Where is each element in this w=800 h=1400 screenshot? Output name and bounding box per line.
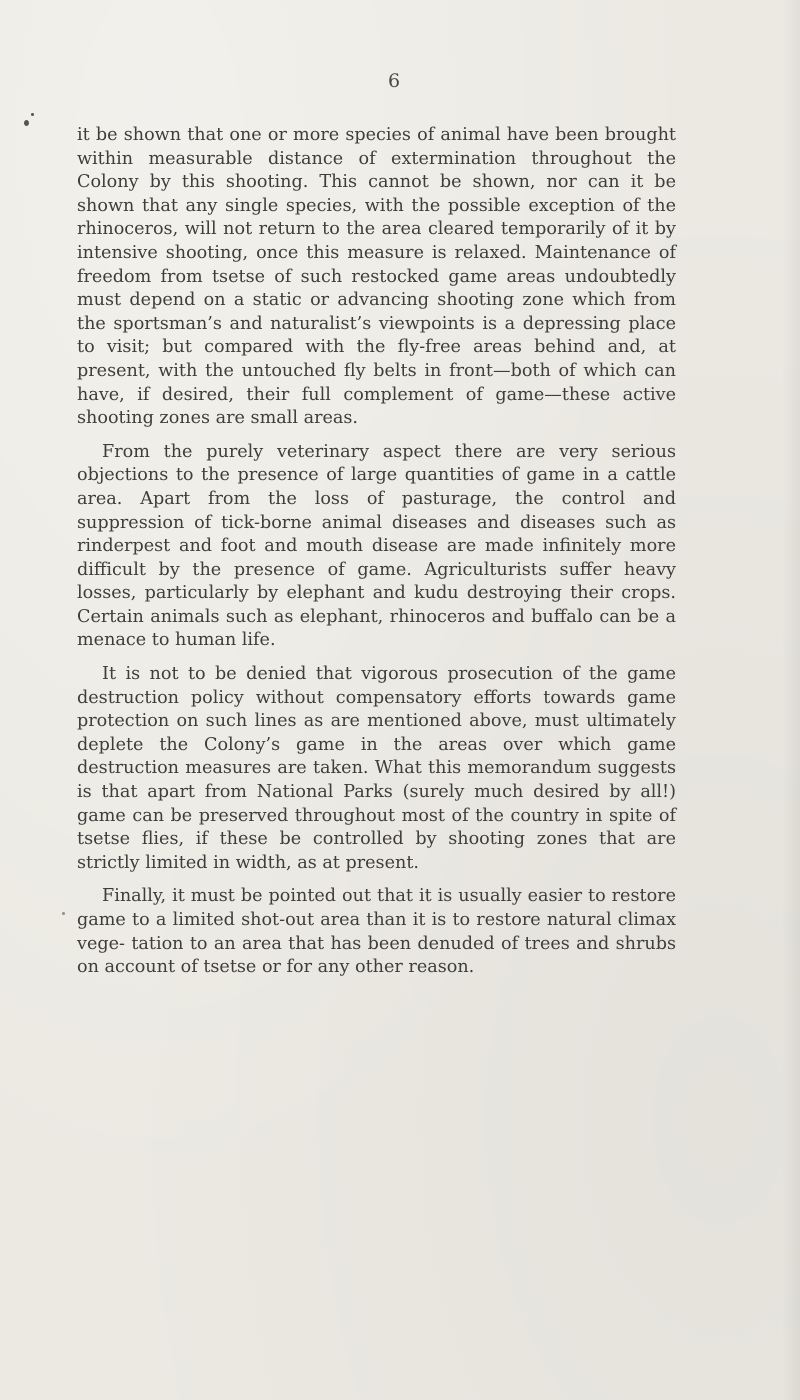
paragraph-3: It is not to be denied that vigorous prosecution of the game destruction policy without compensatory efforts towards game protection on such lines as are mentioned above, must ultimately deplete the Colony’s game in the areas over which game destruction measures are taken. What this memorandum suggests is that apart from National Parks (surely much desired by all!) game can be preserved throughout most of the country in spite of tsetse flies, if these be controlled by shooting zones that are strictly limited in width, as at present. [77,664,676,873]
paragraph-1: it be shown that one or more species of animal have been brought within measurable distance of extermination throughout the Colony by this shooting. This cannot be shown, nor can it be shown that any single species, with the possible exception of the rhinoceros, will not return to the area cleared temporarily of it by intensive shooting, once this measure is relaxed. Maintenance of freedom from tsetse of such restocked game areas undoubtedly must depend on a static or advancing shooting zone which from the sportsman’s and naturalist’s viewpoints is a depressing place to visit; but compared with the fly-free areas behind and, at present, with the untouched fly belts in front—both of which can have, if desired, their full complement of game—these active shooting zones are small areas. [77,125,676,429]
paper-speck [62,912,65,915]
page-edge-shadow [782,0,800,1400]
paper-speck [24,120,29,126]
page-number: 6 [387,70,401,92]
paragraph-2: From the purely veterinary aspect there are very serious objections to the presence of large quantities of game in a cattle area. Apart from the loss of pasturage, the control and suppression of tick-borne animal diseases and diseases such as rinderpest and foot and mouth disease are made infinitely more difficult by the presence of game. Agriculturists suffer heavy losses, particularly by elephant and kudu destroying their crops. Certain animals such as elephant, rhinoceros and buffalo can be a menace to human life. [77,441,676,651]
paper-speck [31,113,34,116]
body-text [77,124,676,990]
paragraph-4: Finally, it must be pointed out that it is usually easier to restore game to a limited shot-out area than it is to restore natural climax vege- tation to an area that has been denuded of trees and shrubs on account of tsetse or for any other reason. [77,886,676,978]
